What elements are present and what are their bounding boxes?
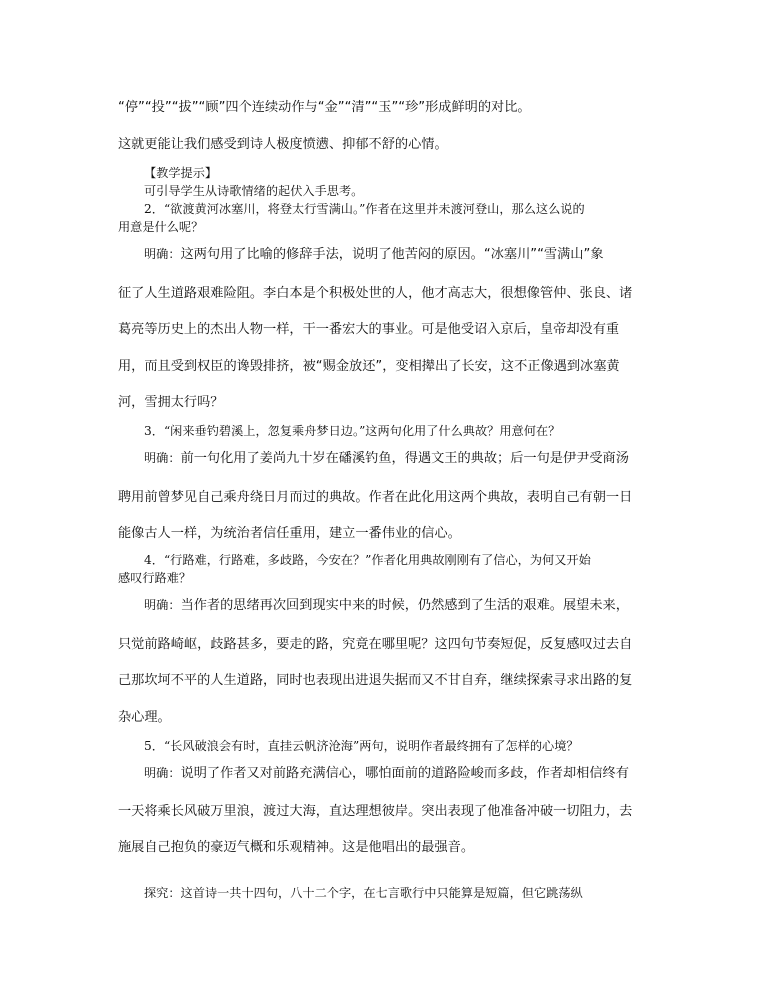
answer-5-line: 一天将乘长风破万里浪，渡过大海，直达理想彼岸。突出表现了他准备冲破一切阻力，去 [118, 804, 633, 819]
answer-label: 明确： [144, 247, 181, 261]
question-3: 3．“闲来垂钓碧溪上，忽复乘舟梦日边。”这两句化用了什么典故？用意何在？ [144, 424, 561, 438]
answer-2-line: 河，雪拥太行吗？ [118, 395, 224, 410]
exploration-text: 探究：这首诗一共十四句，八十二个字，在七言歌行中只能算是短篇，但它跳荡纵 [144, 886, 583, 900]
question-2: 2．“欲渡黄河冰塞川，将登太行雪满山。”作者在这里并未渡河登山，那么这么说的 [144, 202, 585, 216]
answer-3-line [144, 447, 629, 467]
body-text-line: 这就更能让我们感受到诗人极度愤懑、抑郁不舒的心情。 [118, 137, 448, 152]
answer-label: 明确： [144, 766, 181, 780]
answer-4-line: 杂心理。 [118, 710, 171, 725]
question-5: 5．“长风破浪会有时，直挂云帆济沧海”两句，说明作者最终拥有了怎样的心境？ [144, 739, 579, 753]
answer-4-line: 只觉前路崎岖，歧路甚多，要走的路，究竟在哪里呢？这四句节奏短促，反复感叹过去自 [118, 637, 633, 652]
answer-2-line: 葛亮等历史上的杰出人物一样，干一番宏大的事业。可是他受诏入京后，皇帝却没有重 [118, 322, 620, 337]
answer-text: 前一句化用了姜尚九十岁在磻溪钓鱼，得遇文王的典故；后一句是伊尹受商汤 [180, 451, 629, 466]
answer-5-line [144, 762, 629, 782]
answer-2-line [144, 243, 604, 263]
tip-heading: 【教学提示】 [144, 166, 218, 180]
question-4-cont: 感叹行路难？ [118, 571, 192, 585]
answer-text: 这两句用了比喻的修辞手法，说明了他苦闷的原因。“冰塞川”“雪满山”象 [180, 247, 604, 262]
answer-text: 说明了作者又对前路充满信心，哪怕面前的道路险峻而多歧，作者却相信终有 [180, 766, 629, 781]
question-4: 4．“行路难，行路难，多歧路，今安在？”作者化用典故刚刚有了信心，为何又开始 [144, 553, 591, 567]
question-2-cont: 用意是什么呢？ [118, 220, 204, 234]
answer-3-line: 聘用前曾梦见自己乘舟绕日月而过的典故。作者在此化用这两个典故，表明自己有朝一日 [118, 490, 633, 505]
answer-2-line: 用，而且受到权臣的谗毁排挤，被“赐金放还”，变相撵出了长安，这不正像遇到冰塞黄 [118, 359, 620, 374]
answer-4-line: 己那坎坷不平的人生道路，同时也表现出进退失据而又不甘自弃，继续探索寻求出路的复 [118, 673, 633, 688]
body-text-line: “停”“投”“拔”“顾”四个连续动作与“金”“清”“玉”“珍”形成鲜明的对比。 [118, 100, 531, 115]
answer-4-line [144, 594, 629, 614]
answer-5-line: 施展自己抱负的豪迈气概和乐观精神。这是他唱出的最强音。 [118, 840, 475, 855]
answer-label: 明确： [144, 451, 181, 465]
answer-3-line: 能像古人一样，为统治者信任重用，建立一番伟业的信心。 [118, 526, 461, 541]
tip-text: 可引导学生从诗歌情绪的起伏入手思考。 [144, 184, 364, 198]
answer-text: 当作者的思绪再次回到现实中来的时候，仍然感到了生活的艰难。展望未来， [180, 598, 629, 613]
answer-2-line: 征了人生道路艰难险阻。李白本是个积极处世的人，他才高志大，很想像管仲、张良、诸 [118, 286, 633, 301]
answer-label: 明确： [144, 598, 181, 612]
